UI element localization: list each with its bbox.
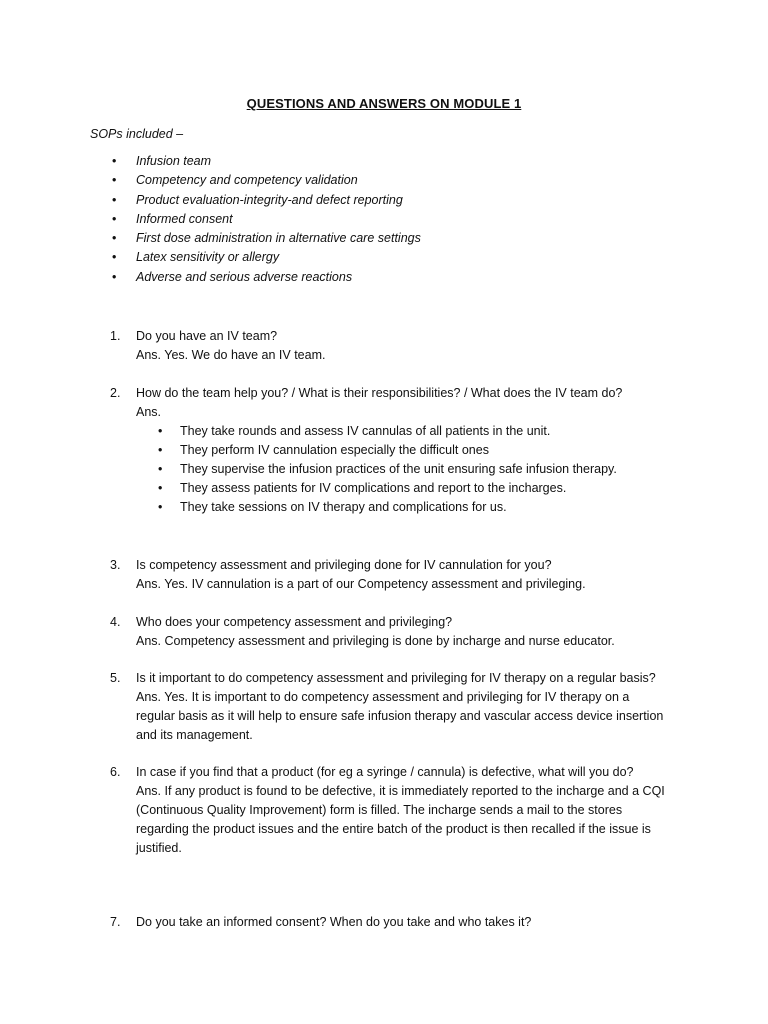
qa-item-1 <box>110 327 670 365</box>
qa-item-7 <box>110 913 670 932</box>
question-text: How do the team help you? / What is their responsibilities? / What does the IV team do? <box>136 386 623 400</box>
qa-item-5 <box>110 669 670 745</box>
list-item: • Competency and competency validation <box>110 171 421 190</box>
question-text: Is it important to do competency assessment and privileging for IV therapy on a regular basis? <box>136 671 656 685</box>
question-text: Do you have an IV team? <box>136 329 278 343</box>
page-title: QUESTIONS AND ANSWERS ON MODULE 1 <box>246 96 522 111</box>
answer-text: Ans. Yes. We do have an IV team. <box>136 348 326 362</box>
question-text: Do you take an informed consent? When do you take and who takes it? <box>136 915 532 929</box>
qa-item-3 <box>110 556 670 594</box>
list-item: • Informed consent <box>110 210 421 229</box>
question-number: 3. <box>110 558 121 572</box>
list-item: • Product evaluation-integrity-and defect reporting <box>110 191 421 210</box>
answer-text: Ans. Yes. It is important to do competency assessment and privileging for IV therapy on a regular basis as it will help to ensure safe infusion therapy and vascular access device insertion and its management. <box>136 690 664 742</box>
list-item: • Adverse and serious adverse reactions <box>110 268 421 287</box>
question-number: 7. <box>110 915 121 929</box>
list-item: • They supervise the infusion practices of the unit ensuring safe infusion therapy. <box>136 460 670 479</box>
sop-list <box>110 152 421 287</box>
question-number: 4. <box>110 615 121 629</box>
list-item: • First dose administration in alternative care settings <box>110 229 421 248</box>
question-number: 1. <box>110 329 121 343</box>
question-text: Who does your competency assessment and privileging? <box>136 615 453 629</box>
qa-item-4 <box>110 613 670 651</box>
answer-text: Ans. Competency assessment and privileging is done by incharge and nurse educator. <box>136 634 615 648</box>
qa-item-6 <box>110 763 670 858</box>
question-text: Is competency assessment and privileging done for IV cannulation for you? <box>136 558 552 572</box>
question-number: 6. <box>110 765 121 779</box>
list-item: • Infusion team <box>110 152 421 171</box>
list-item: • Latex sensitivity or allergy <box>110 248 421 267</box>
qa-item-2 <box>110 384 670 517</box>
list-item: • They perform IV cannulation especially the difficult ones <box>136 441 670 460</box>
answer-text: Ans. If any product is found to be defective, it is immediately reported to the incharge and a CQI (Continuous Quality Improvement) form is filled. The incharge sends a mail to the stores regarding the product issues and the entire batch of the product is then recalled if the issue is justified. <box>136 784 665 855</box>
answer-text: Ans. <box>136 405 162 419</box>
list-item: • They take rounds and assess IV cannulas of all patients in the unit. <box>136 422 670 441</box>
question-number: 5. <box>110 671 121 685</box>
answer-text: Ans. Yes. IV cannulation is a part of our Competency assessment and privileging. <box>136 577 586 591</box>
list-item: • They take sessions on IV therapy and complications for us. <box>136 498 670 517</box>
question-text: In case if you find that a product (for eg a syringe / cannula) is defective, what will you do? <box>136 765 634 779</box>
list-item: • They assess patients for IV complications and report to the incharges. <box>136 479 670 498</box>
answer-points <box>136 422 670 517</box>
sops-heading: SOPs included – <box>90 127 184 141</box>
question-number: 2. <box>110 386 121 400</box>
